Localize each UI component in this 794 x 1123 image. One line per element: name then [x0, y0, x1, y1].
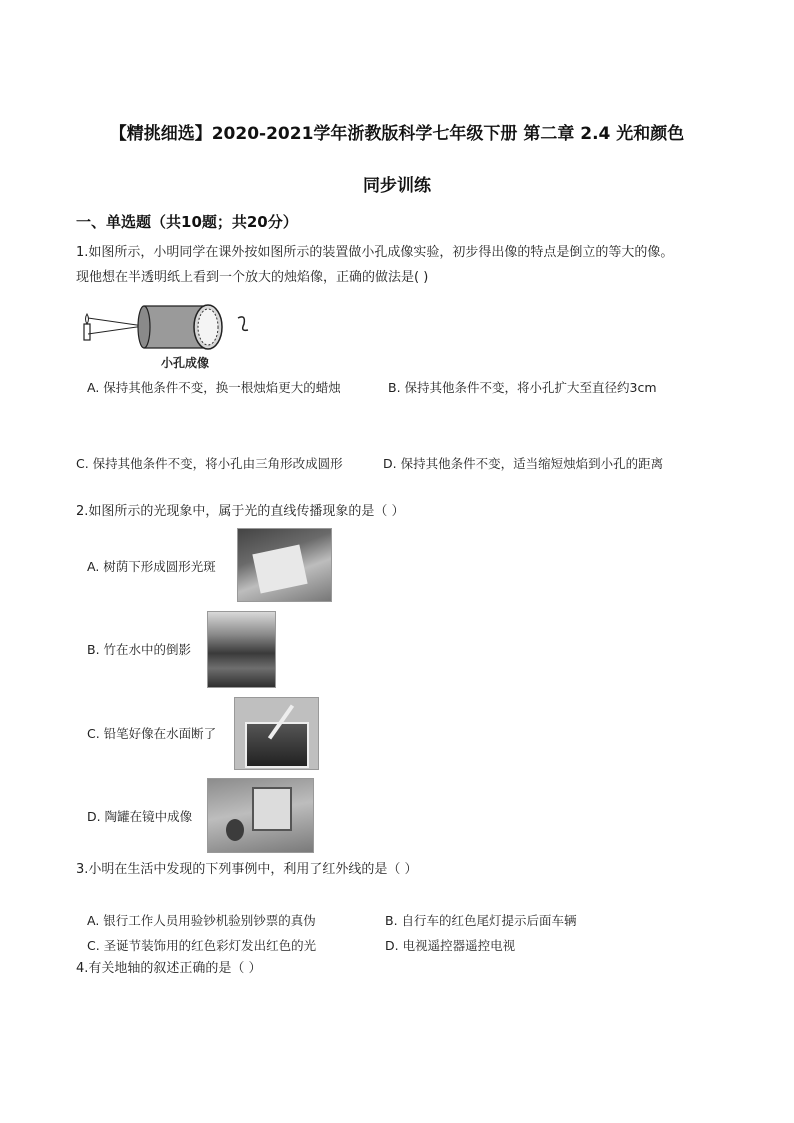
q1-figure-pinhole-camera — [76, 296, 266, 372]
q2-option-a: A. 树荫下形成圆形光斑 — [87, 559, 216, 574]
q1-stem-line2: 现他想在半透明纸上看到一个放大的烛焰像，正确的做法是( ) — [76, 270, 429, 285]
q1-option-b: B. 保持其他条件不变，将小孔扩大至直径约3cm — [388, 380, 657, 395]
q4-stem: 4.有关地轴的叙述正确的是（ ） — [76, 961, 262, 976]
section-heading: 一、单选题（共10题；共20分） — [76, 213, 298, 231]
q1-option-a: A. 保持其他条件不变，换一根烛焰更大的蜡烛 — [87, 380, 341, 395]
document-title: 【精挑细选】2020-2021学年浙教版科学七年级下册 第二章 2.4 光和颜色 — [109, 124, 685, 144]
q2-option-d: D. 陶罐在镜中成像 — [87, 809, 193, 824]
q2-image-b-bamboo-reflection — [207, 611, 276, 688]
q2-image-c-pencil-in-water — [234, 697, 319, 770]
q3-stem: 3.小明在生活中发现的下列事例中，利用了红外线的是（ ） — [76, 862, 418, 877]
q3-option-d: D. 电视遥控器遥控电视 — [385, 938, 516, 953]
q2-stem: 2.如图所示的光现象中，属于光的直线传播现象的是（ ） — [76, 504, 405, 519]
q2-image-d-pot-mirror — [207, 778, 314, 853]
q2-image-a-tree-shade — [237, 528, 332, 602]
document-subtitle: 同步训练 — [363, 176, 431, 196]
pinhole-camera-diagram — [76, 296, 266, 356]
q3-option-b: B. 自行车的红色尾灯提示后面车辆 — [385, 913, 577, 928]
q1-option-d: D. 保持其他条件不变，适当缩短烛焰到小孔的距离 — [383, 456, 664, 471]
q2-option-b: B. 竹在水中的倒影 — [87, 642, 192, 657]
q2-option-c: C. 铅笔好像在水面断了 — [87, 726, 217, 741]
q1-option-c: C. 保持其他条件不变，将小孔由三角形改成圆形 — [76, 456, 343, 471]
q1-figure-caption: 小孔成像 — [161, 356, 210, 370]
q3-option-c: C. 圣诞节装饰用的红色彩灯发出红色的光 — [87, 938, 317, 953]
q1-stem-line1: 1.如图所示，小明同学在课外按如图所示的装置做小孔成像实验，初步得出像的特点是倒立的等大的像。 — [76, 245, 674, 260]
q3-option-a: A. 银行工作人员用验钞机验别钞票的真伪 — [87, 913, 316, 928]
